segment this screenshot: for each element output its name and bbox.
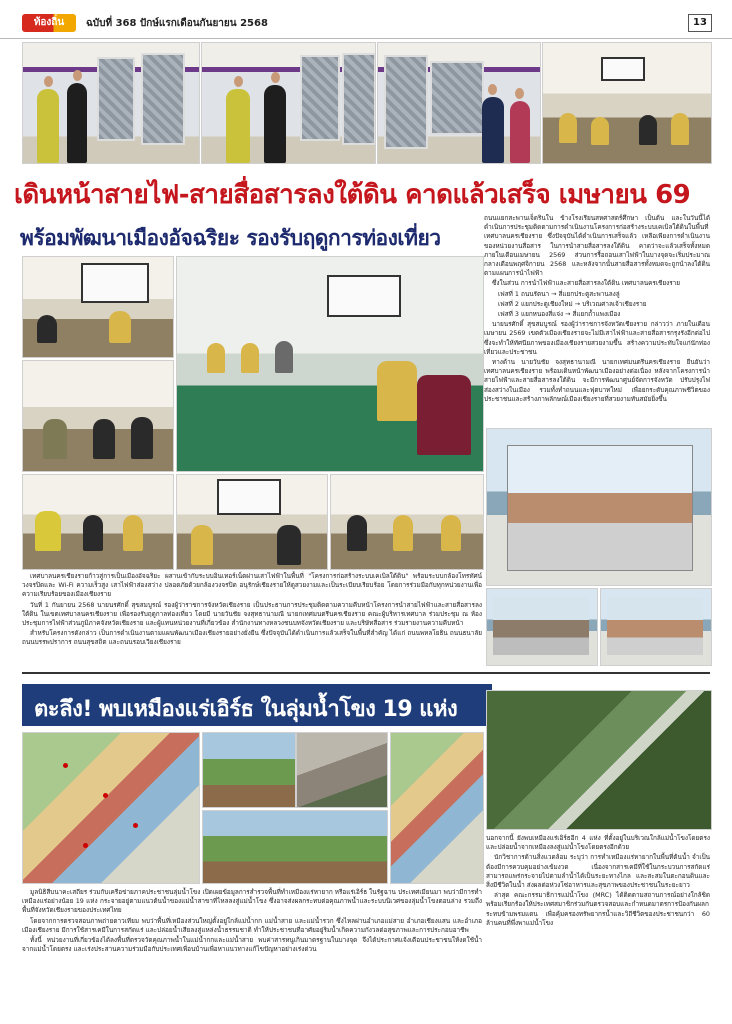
article1-paragraph: สำหรับโครงการดังกล่าว เป็นการดำเนินงานตามแผนพัฒนาเมืองเชียงรายอย่างยั่งยืน ซึ่งปัจจุบันได้ดำเนินการแล้วเสร็จในพื้นที่สำคัญ ได้แก่ ถนนพหลโยธิน ถนนธนาลัย ถนนบรรพปราการ ถนนสุขสถิต และถนนรอบเวียงเชียงราย: [22, 629, 482, 647]
article1-phase-item: เฟสที่ 1 ถนนรัตนา → สี่แยกประตูสะพานลงลู่: [498, 289, 620, 298]
photo-attendees-1: [22, 474, 174, 570]
article2-paragraph: มูลนิธิสืบนาคะเสถียร ร่วมกับเครือข่ายภาคประชาชนลุ่มน้ำโขง เปิดเผยข้อมูลการสำรวจพื้นที่ทำเหมืองแร่หายาก หรือแร่เอิร์ธ ในรัฐฉาน ประเทศเมียนมา พบว่ามีการทำเหมืองแร่อย่างน้อย 19 แห่ง กระจายอยู่ตามแนวต้นน้ำของแม่น้ำสาขาที่ไหลลงสู่แม่น้ำโขง ซึ่งอาจส่งผลกระทบต่อคุณภาพน้ำและระบบนิเวศของลุ่มน้ำโขงตอนล่าง รวมถึงพื้นที่จังหวัดเชียงรายของประเทศไทย: [22, 888, 483, 915]
photo-quarry: [296, 732, 388, 808]
article1-subheadline: พร้อมพัฒนาเมืองอัจฉริยะ รองรับฤดูการท่องเที่ยว: [20, 226, 441, 250]
newspaper-logo: ท้องถิ่น: [22, 14, 76, 32]
article2-right-text: [486, 834, 710, 929]
photo-street-rendering: [486, 428, 712, 586]
photo-attendees-2: [176, 474, 328, 570]
satellite-image-mines: [486, 690, 712, 830]
article1-paragraph: นายนรศักดิ์ สุขสมบูรณ์ รองผู้ว่าราชการจังหวัดเชียงราย กล่าวว่า ภายในเดือนเมษายน 2569 เขตตัวเมืองเชียงรายจะไม่มีเสาไฟฟ้าและสายสื่อสารกรุงรังอีกต่อไป ซึ่งจะทำให้ทัศนียภาพของเมืองเชียงรายสวยงามขึ้น สร้างความประทับใจแก่นักท่องเที่ยวและประชาชน: [484, 320, 710, 356]
photo-conference-table: [176, 256, 484, 472]
article1-paragraph: ทางด้าน นายวันชัย จงสุทธานามณี นายกเทศมนตรีนครเชียงราย ยืนยันว่าเทศบาลนครเชียงราย พร้อมเดินหน้าพัฒนาเมืองอย่างต่อเนื่อง หลังจากโครงการนำสายไฟฟ้าและสายสื่อสารลงใต้ดิน จะมีการพัฒนาศูนย์จัดการจังหวัด ปรับปรุงไฟส่องสว่างในเมือง รวมทั้งทำถนนและฟุตบาทใหม่ เพื่อยกระดับคุณภาพชีวิตของประชาชนและสร้างภาพลักษณ์เมืองเชียงรายที่สวยงามทันสมัยยิ่งขึ้น: [484, 358, 710, 403]
page-number: 13: [688, 14, 712, 32]
photo-meeting-room: [542, 42, 712, 164]
photo-mining-hillside: [202, 732, 296, 808]
section-divider: [22, 672, 710, 674]
photo-pea-screen: [22, 256, 174, 358]
article1-phase-item: เฟสที่ 3 แยกหนองสี่แจ่ง → สี่แยกถ้ำแพงเมือง: [498, 310, 621, 319]
map-mekong-basin: [390, 732, 484, 884]
photo-exhibition-3: [377, 42, 541, 164]
article1-paragraph: เทศบาลนครเชียงรายก้าวสู่การเป็นเมืองอัจฉริยะ ผสานเข้ากับระบบอินเทอร์เน็ตผ่านเสาไฟฟ้าในพื้นที่ "โครงการก่อสร้างระบบเคเบิลใต้ดิน" พร้อมระบบกล้องโทรทัศน์วงจรปิดและ Wi-Fi ความเร็วสูง เสาไฟฟ้าส่องสว่าง ปลอดภัยด้วยกล้องวงจรปิด อนุรักษ์เชียงรายให้ดูสวยงามและเป็นระเบียบเรียบร้อย โดยการร่วมมือกับทุกหน่วยงานเพื่อความเรียบร้อยของเมืองเชียงราย: [22, 572, 482, 599]
article1-right-column: [484, 214, 710, 405]
map-mine-locations: [22, 732, 200, 884]
article2-paragraph: นอกจากนี้ ยังพบเหมืองแร่เอิร์ธอีก 4 แห่ง ที่ตั้งอยู่ในบริเวณใกล้แม่น้ำโขงโดยตรง และปล่อยน้ำจากเหมืองลงสู่แม่น้ำโขงโดยตรงอีกด้วย: [486, 834, 710, 852]
article1-paragraph: วันที่ 1 กันยายน 2568 นายนรศักดิ์ สุขสมบูรณ์ รองผู้ว่าราชการจังหวัดเชียงราย เป็นประธานการประชุมติดตามความคืบหน้าโครงการนำสายไฟฟ้าและสายสื่อสารลงใต้ดิน ในเขตเทศบาลนครเชียงราย เพื่อรองรับฤดูกาลท่องเที่ยว โดยมี นายวันชัย จงสุทธานามณี นายกเทศมนตรีนครเชียงราย คณะผู้บริหารเทศบาล ร่วมประชุม ณ ห้องประชุมการไฟฟ้าส่วนภูมิภาคจังหวัดเชียงราย และผู้แทนหน่วยงานที่เกี่ยวข้อง สำนักงานทางหลวงชนบทจังหวัดเชียงราย และบริษัทสื่อสาร ร่วมรายงานความคืบหน้า: [22, 600, 482, 628]
photo-exhibition-2: [201, 42, 376, 164]
article1-phase-item: เฟสที่ 2 แยกประตูเชียงใหม่ → บริเวณศาลเจ้าเชียงราย: [498, 299, 647, 308]
photo-exhibition-1: [22, 42, 200, 164]
article2-paragraph: ล่าสุด คณะกรรมาธิการแม่น้ำโขง (MRC) ได้ติดตามสถานการณ์อย่างใกล้ชิด พร้อมเรียกร้องให้ประเทศสมาชิกร่วมกันตรวจสอบและกำหนดมาตรการป้องกันผลกระทบข้ามพรมแดน เพื่อคุ้มครองทรัพยากรน้ำและวิถีชีวิตของประชาชนกว่า 60 ล้านคนที่พึ่งพาแม่น้ำโขง: [486, 891, 710, 927]
article1-paragraph: ถนนแยกสะพานเจ็ดรินใน ข้างโรงเรียนสหศาสตร์ศึกษา เป็นต้น และในวันนี้ได้ดำเนินการประชุมติดตามการดำเนินงานโครงการก่อสร้างระบบเคเบิลใต้ดินในพื้นที่เทศบาลนครเชียงราย ซึ่งปัจจุบันได้ดำเนินการเสร็จแล้ว เหลือเพียงการดำเนินงานของหน่วยงานสื่อสาร ในการนำสายสื่อสารลงใต้ดิน คาดว่าจะแล้วเสร็จทั้งหมดภายในเดือนเมษายน 2569 ส่วนการรื้อถอนเสาไฟฟ้าในบางจุดจะเริ่มประมาณกลางเดือนพฤศจิกายน 2568 และหลังจากนั้นสายสื่อสารทั้งหมดจะถูกนำลงใต้ดินตามแผนการนำไฟฟ้า: [484, 214, 710, 278]
article2-headline: ตะลึง! พบเหมืองแร่เอิร์ธ ในลุ่มน้ำโขง 19 แห่ง: [34, 697, 458, 722]
photo-river-valley: [202, 810, 388, 884]
article2-paragraph: โดยจากการตรวจสอบภาพถ่ายดาวเทียม พบว่าพื้นที่เหมืองส่วนใหญ่ตั้งอยู่ใกล้แม่น้ำกก แม่น้ำสาย และแม่น้ำรวก ซึ่งไหลผ่านอำเภอแม่สาย อำเภอเชียงแสน และอำเภอเมืองเชียงราย มีการใช้สารเคมีในการสกัดแร่ และปล่อยน้ำเสียลงสู่แหล่งน้ำธรรมชาติ ทำให้ประชาชนที่อาศัยอยู่ริมน้ำเกิดความกังวลต่อสุขภาพและการประกอบอาชีพ: [22, 916, 482, 934]
photo-street-before: [486, 588, 598, 666]
photo-officials: [22, 360, 174, 472]
article2-paragraph: ทั้งนี้ หน่วยงานที่เกี่ยวข้องได้ลงพื้นที่ตรวจวัดคุณภาพน้ำในแม่น้ำกกและแม่น้ำสาย พบค่าสารหนูเกินมาตรฐานในบางจุด จึงได้ประกาศแจ้งเตือนประชาชนให้งดใช้น้ำจากแม่น้ำโดยตรง และเร่งประสานความร่วมมือกับประเทศเพื่อนบ้านเพื่อหาแนวทางแก้ไขปัญหาอย่างเร่งด่วน: [22, 936, 482, 954]
photo-attendees-3: [330, 474, 484, 570]
article2-paragraph: นักวิชาการด้านสิ่งแวดล้อม ระบุว่า การทำเหมืองแร่หายากในพื้นที่ต้นน้ำ จำเป็นต้องมีการควบคุมอย่างเข้มงวด เนื่องจากสารเคมีที่ใช้ในกระบวนการสกัดแร่ สามารถแพร่กระจายไปตามลำน้ำได้เป็นระยะทางไกล และสะสมในตะกอนดินและสิ่งมีชีวิตในน้ำ ส่งผลต่อห่วงโซ่อาหารและสุขภาพของประชาชนในระยะยาว: [486, 853, 710, 890]
article1-bottom-text: [22, 572, 482, 649]
article1-paragraph: ซึ่งในส่วน การนำไฟฟ้าและสายสื่อสารลงใต้ดิน เทศบาลนครเชียงราย: [492, 279, 680, 288]
article2-left-text: [22, 888, 482, 955]
issue-line: ฉบับที่ 368 ปักษ์แรกเดือนกันยายน 2568: [86, 18, 268, 29]
article1-headline: เดินหน้าสายไฟ-สายสื่อสารลงใต้ดิน คาดแล้วเสร็จ เมษายน 69: [14, 180, 691, 210]
photo-street-after: [600, 588, 712, 666]
